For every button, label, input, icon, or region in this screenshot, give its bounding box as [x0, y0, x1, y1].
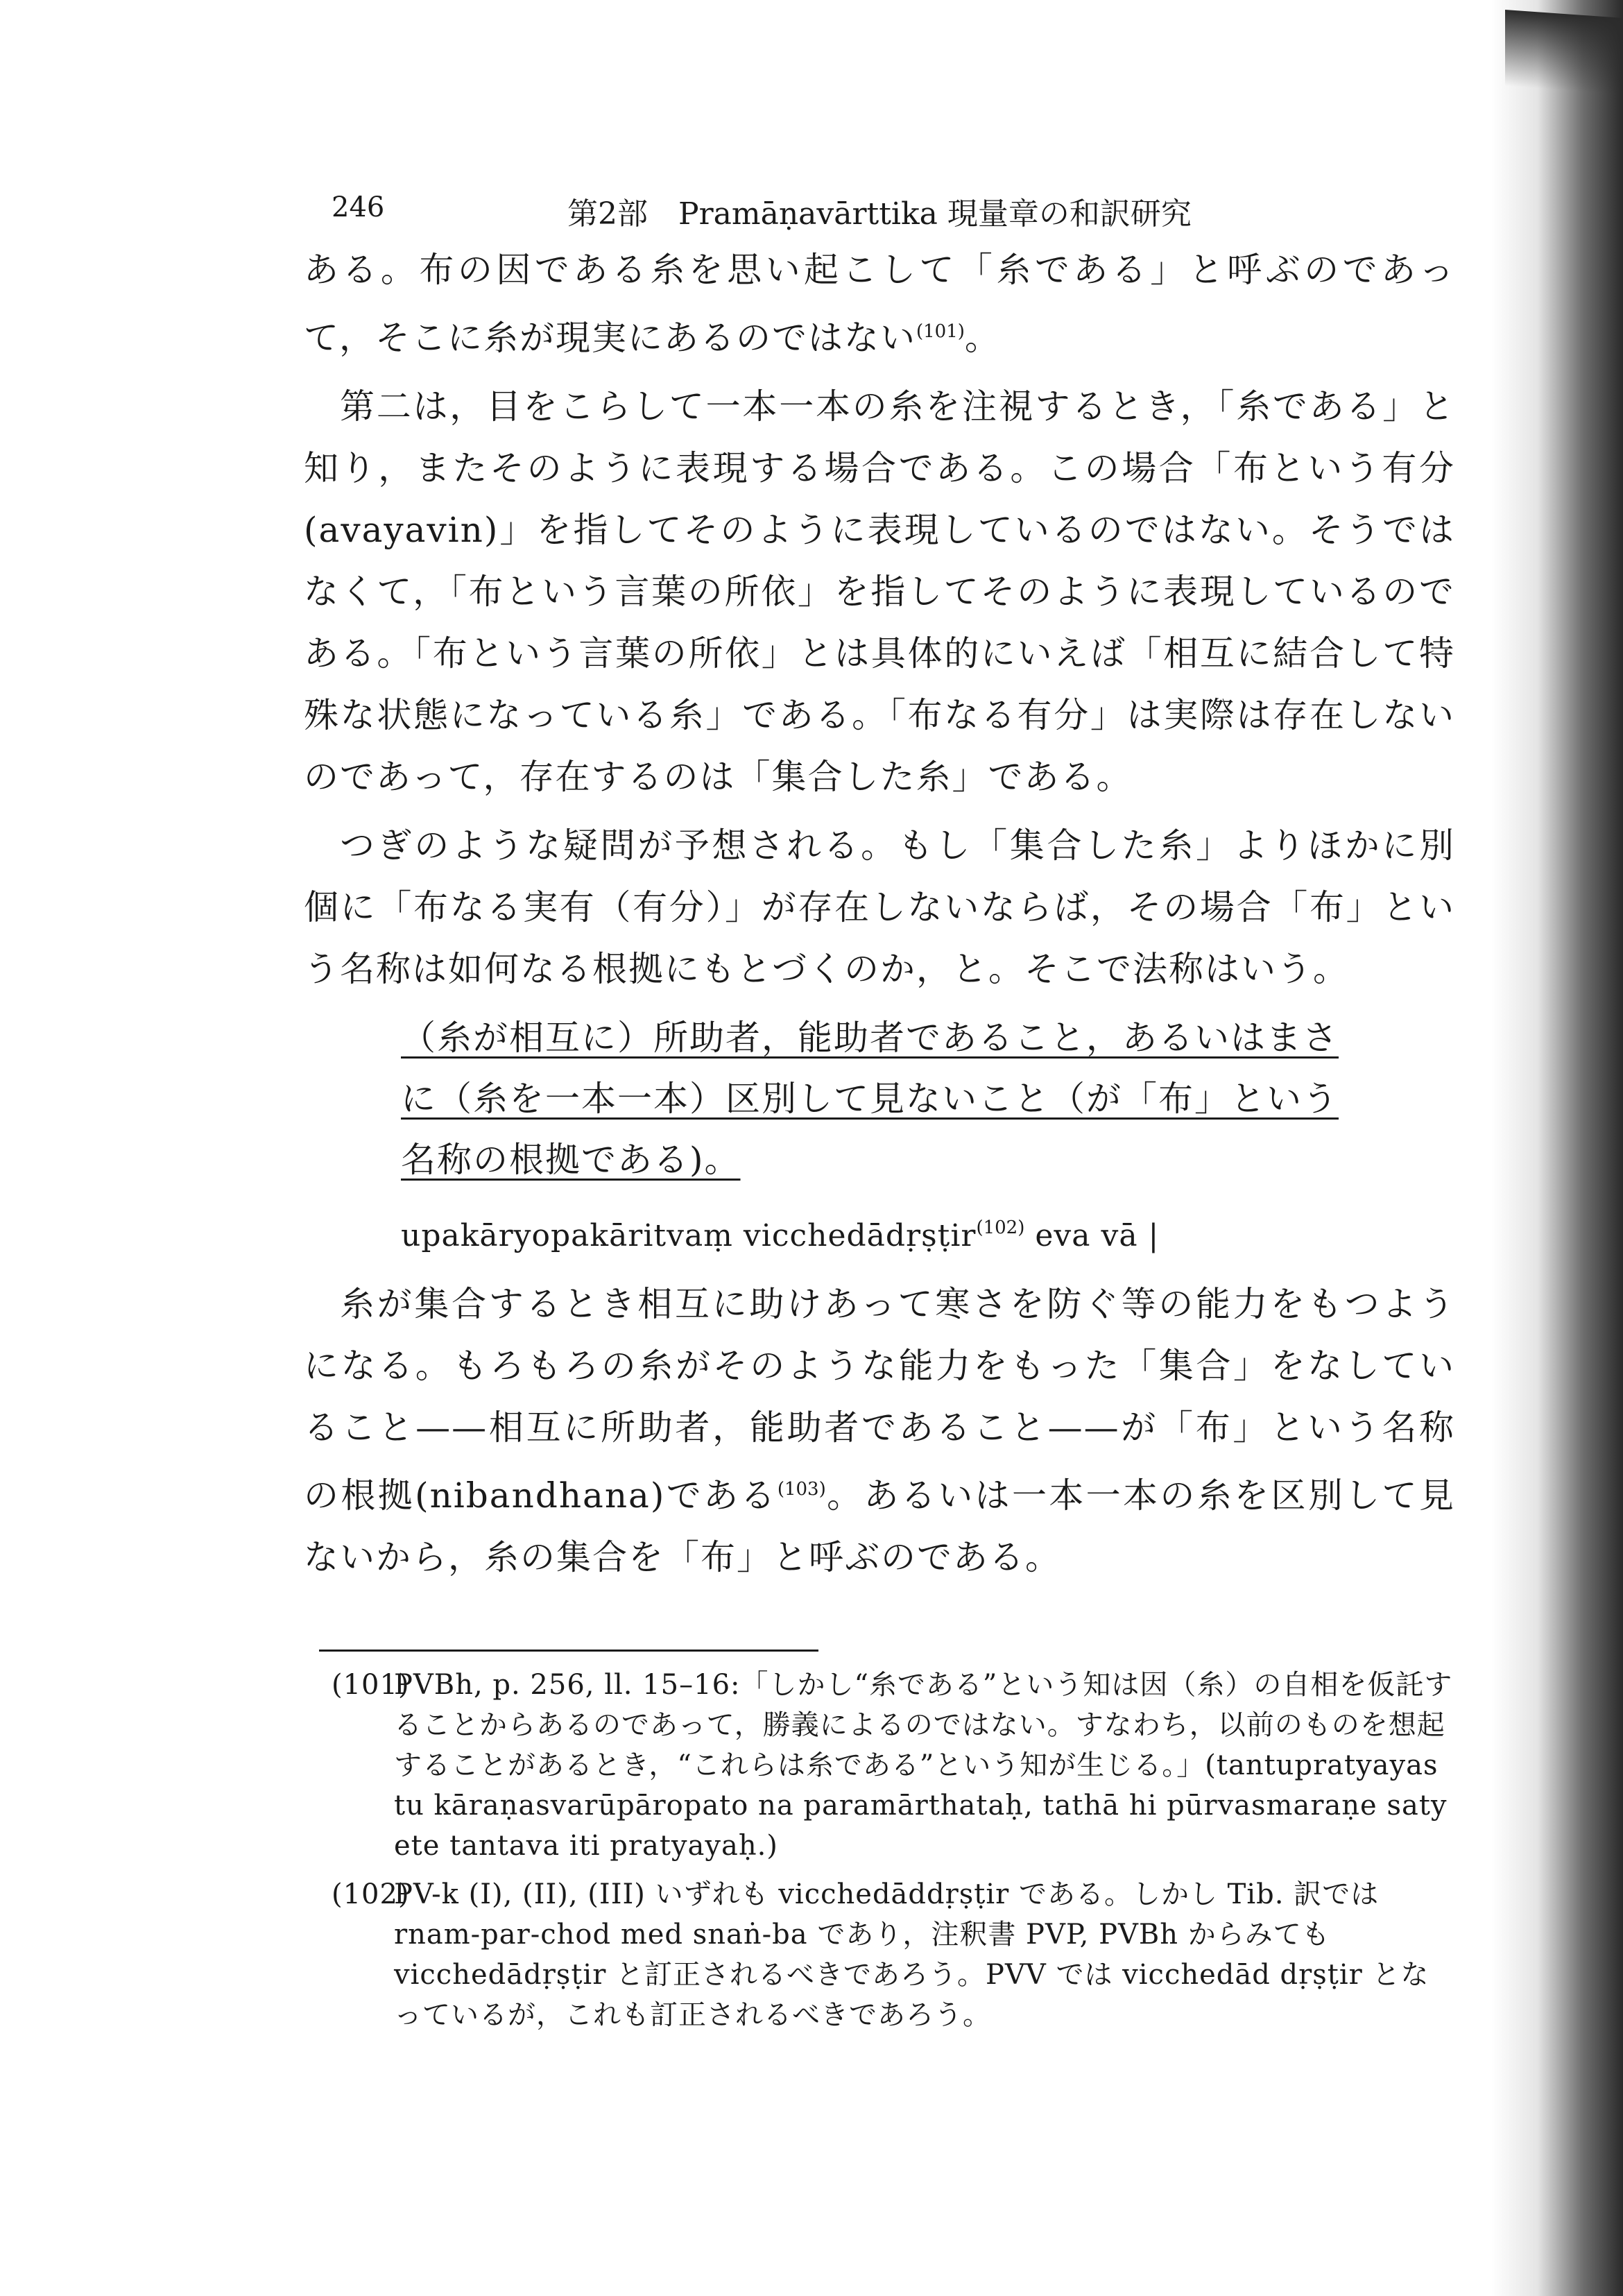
main-text — [304, 239, 1455, 1595]
note-ref-102: (102) — [976, 1217, 1025, 1238]
footnote-text: PV-k (I), (II), (III) いずれも vicchedāddṛṣṭir である。しかし Tib. 訳では rnam-par-chod med snaṅ-ba であり，注釈書 PVP, PVBh からみても vicchedādṛṣṭir と訂正されるべきであろう。PVV では vicchedād dṛṣṭir となっているが，これも訂正されるべきであろう。 — [394, 1878, 1429, 2031]
page-header — [0, 186, 1623, 234]
running-title: 第2部 Pramāṇavārttika 現量章の和訳研究 — [567, 196, 1192, 232]
paragraph-1-text: ある。布の因である糸を思い起こして「糸である」と呼ぶのであって，そこに糸が現実にあるのではない — [304, 250, 1455, 358]
footnote-number: (101) — [332, 1669, 410, 1701]
verse-translation: （糸が相互に）所助者，能助者であること，あるいはまさに（糸を一本一本）区別して見ないこと（が「布」という名称の根拠である)。 — [401, 1018, 1339, 1180]
note-ref-101: (101) — [916, 321, 965, 342]
scan-shadow-corner — [1505, 10, 1623, 94]
footnote-divider — [319, 1650, 818, 1652]
page-number: 246 — [332, 191, 385, 223]
paragraph-3: つぎのような疑問が予想される。もし「集合した糸」よりほかに別個に「布なる実有（有分）」が存在しないならば，その場合「布」という名称は如何なる根拠にもとづくのか，と。そこで法称はいう。 — [304, 825, 1455, 989]
footnotes — [332, 1665, 1455, 2044]
paragraph-2: 第二は，目をこらして一本一本の糸を注視するとき，「糸である」と知り，またそのように表現する場合である。この場合「布という有分(avayavin)」を指してそのように表現しているのではない。そうではなくて，「布という言葉の所依」を指してそのように表現しているのである。「布という言葉の所依」とは具体的にいえば「相互に結合して特殊な状態になっている糸」である。「布なる有分」は実際は存在しないのであって，存在するのは「集合した糸」である。 — [304, 386, 1455, 797]
paragraph-1 — [304, 239, 1455, 369]
paragraph-4-text-a: 糸が集合するとき相互に助けあって寒さを防ぐ等の能力をもつようになる。もろもろの糸がそのような能力をもった「集合」をなしていること——相互に所助者，能助者であること——が「布」という名称の根拠(nibandhana)である — [304, 1284, 1455, 1516]
verse-sanskrit — [401, 1197, 1358, 1267]
footnote-102 — [332, 1874, 1455, 2035]
verse-sanskrit-b: eva vā | — [1024, 1218, 1160, 1253]
note-ref-103: (103) — [777, 1479, 826, 1500]
footnote-number: (102) — [332, 1878, 410, 1910]
scan-shadow-edge — [1491, 0, 1623, 2296]
verse-block — [401, 1007, 1358, 1267]
paragraph-4-text-b: 。あるいは一本一本の糸を区別して見ないから，糸の集合を「布」と呼ぶのである。 — [304, 1475, 1455, 1577]
footnote-101 — [332, 1665, 1455, 1866]
verse-sanskrit-a: upakāryopakāritvaṃ vicchedādṛṣṭir — [401, 1218, 977, 1253]
footnote-text: PVBh, p. 256, ll. 15–16:「しかし“糸である”という知は因（糸）の自相を仮託することからあるのであって，勝義によるのではない。すなわち，以前のものを想起することがあるとき，“これらは糸である”という知が生じる。」(tantupratyayas tu kāraṇasvarūpāropato na paramārthataḥ, tathā hi pūrvasmaraṇe saty ete tantava iti pratyayaḥ.) — [394, 1669, 1453, 1862]
paragraph-4 — [304, 1274, 1455, 1588]
paragraph-1-end: 。 — [964, 318, 1001, 358]
